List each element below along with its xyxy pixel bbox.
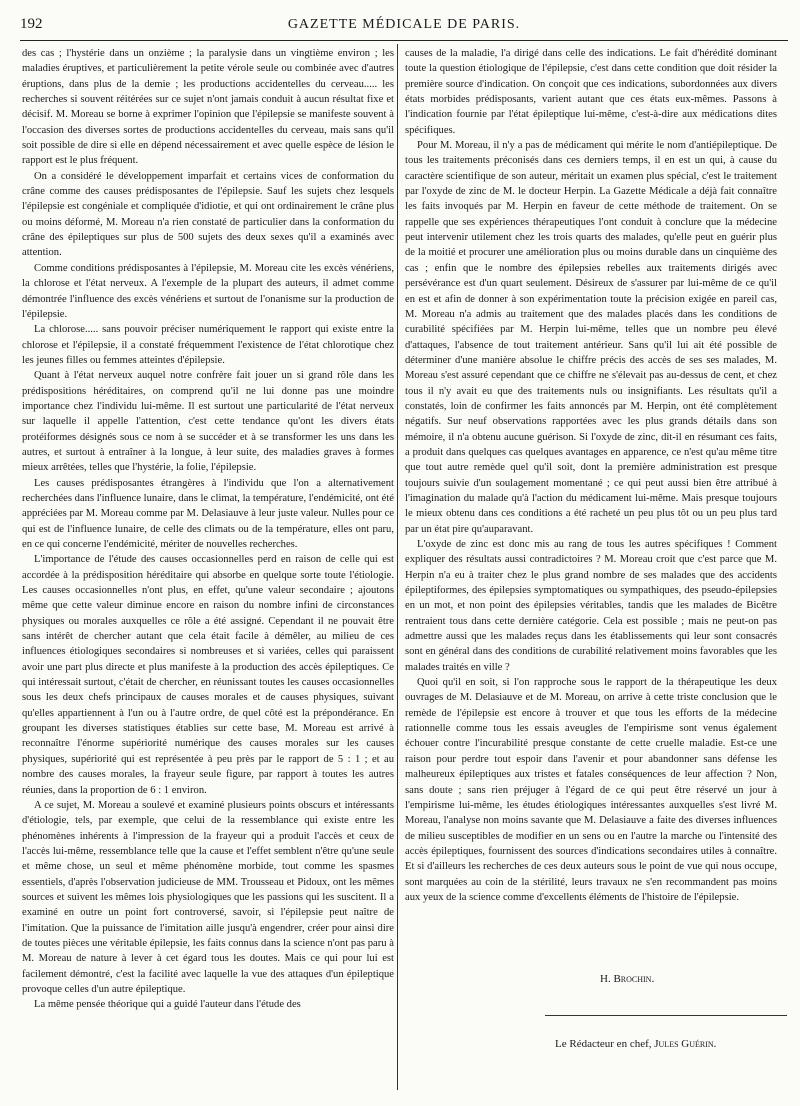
paragraph: L'importance de l'étude des causes occasionnelles perd en raison de celle qui est accordée à la prédisposition héréditaire qui absorbe en quelque sorte toute l'étiologie. Les causes occasionnelles n'ont plus, en effet, qu'une valeur secondaire ; ajoutons même que cette valeur diminue encore en raison du nombre infini de circonstances physiques ou morales auxquelles ce rôle a été assigné. Cependant il ne pouvait être sans intérêt de chercher autant que cela était facile à démêler, au milieu de ces influences étiologiques secondaires si nombreuses et si variées, celles qui paraissent avoir une part plus directe et plus manifeste à la production des accès épileptiques. Ce qui intéressait surtout, c'était de chercher, en réunissant toutes les causes occasionnelles sous les deux chefs principaux de causes morales et de causes physiques, suivant qu'elles appartiennent à l'un ou à l'autre ordre, de quel côté est la prépondérance. En groupant les diverses statistiques établies sur cette base, M. Moreau est arrivé à reconnaître l'énorme supériorité numérique des causes morales sur les causes physiques, supériorité qui est représentée à peu près par le rapport de 5 : 1 ; et au nombre des causes morales, la frayeur seule figure, par rapport à toutes les autres réunies, dans la proportion de 6 : 1 environ.	[22, 554, 394, 796]
editor-name: Jules Guérin.	[654, 1038, 717, 1050]
paragraph: Les causes prédisposantes étrangères à l'individu que l'on a alternativement recherchées dans l'influence lunaire, dans le climat, la température, l'endémicité, ont été appréciées par M. Moreau comme par M. Delasiauve à leur juste valeur. Nulles pour ce qui est de l'influence lunaire, de celle des climats ou de la température, elles ont paru, en ce qui concerne l'endémicité, mériter de nouvelles recherches.	[22, 477, 394, 550]
paragraph: Pour M. Moreau, il n'y a pas de médicament qui mérite le nom d'antiépileptique. De tous les traitements préconisés dans ces derniers temps, il en est un qui, à cause du caractère scientifique de son auteur, méritait un examen plus spécial, c'est le traitement par l'oxyde de zinc de M. le docteur Herpin. La Gazette Médicale a déjà fait connaître les faits invoqués par M. Herpin en faveur de cette méthode de traitement. On se rappelle que ses expériences thérapeutiques l'ont conduit à conclure que la médecine peut intervenir utilement chez les trois quarts des malades, qu'elle peut en guérir plus de la moitié et procurer une amélioration plus ou moins durable dans un cinquième des cas ; enfin que le nombre des épilepsies rebelles aux traitements dirigés avec persévérance est d'un quart seulement. Désireux de s'assurer par lui-même de ce qu'il en est et afin de donner à son expérimentation toute la précision exigée en pareil cas, M. Moreau n'a admis au traitement que des malades placés dans les conditions de curabilité spécifiées par M. Herpin lui-même, telles que un nombre peu élevé d'attaques, l'absence de tout traitement antérieur. Sans qu'il lui ait été possible de déterminer d'une manière absolue le chiffre précis des accès de ses ses malades, M. Moreau s'est assuré cependant que ce chiffre ne s'élevait pas au-dessus de cent, et chez tous il n'y avait eu que des traitements nuls ou insignifiants. Les résultats qu'il a constatés, loin de confirmer les faits annoncés par M. Herpin, ont été complètement négatifs. Sur neuf observations rapportées avec les plus grands détails dans son mémoire, il n'a obtenu aucune guérison. Si l'oxyde de zinc, dit-il en résumant ces faits, a produit dans quelques cas quelques avantages en apparence, ce n'est qu'au même titre que tout autre remède quel qu'il soit, dont la première administration est presque toujours suivie d'un soulagement momentané ; ce qui peut aussi bien être attribué à l'imagination du malade qu'à l'action du médicament lui-même. Mais presque toujours le mieux obtenu dans ces conditions a été racheté un peu plus tôt ou un peu plus tard par un état pire qu'auparavant.	[405, 140, 777, 535]
paragraph: On a considéré le développement imparfait et certains vices de conformation du crâne comme des causes prédisposantes de l'épilepsie. Sauf les sujets chez lesquels l'épilepsie est congéniale et compliquée d'idiotie, et qui ont ordinairement le crâne plus ou moins déformé, M. Moreau n'a rien constaté de particulier dans la conformation du crâne des épileptiques sur plus de 500 sujets des deux sexes qu'il a examinés avec attention.	[22, 170, 394, 259]
paragraph: A ce sujet, M. Moreau a soulevé et examiné plusieurs points obscurs et intéressants d'étiologie, tels, par exemple, que celui de la ressemblance qui existe entre les phénomènes inhérents à l'impression de la frayeur qui a produit l'accès et ceux de l'accès lui-même, ressemblance telle que la cause et l'effet semblent n'être qu'une seule et même chose, un seul et même phénomène morbide, tout comme les spasmes essentiels, d'après l'observation judicieuse de MM. Trousseau et Pidoux, ont les mêmes sources et suivent les mêmes lois physiologiques que les passions qui les suscitent. Il a examiné en outre un point fort controversé, savoir, si l'épilepsie peut naître de l'imitation. Que la puissance de l'imitation aille jusqu'à engendrer, créer pour ainsi dire de toutes pièces une véritable épilepsie, les faits connus dans la science n'ont pas paru à M. Moreau de nature à lever à cet égard tous les doutes. Mais ce qui pour lui est facilement démontré, c'est la facilité avec laquelle la vue des attaques d'un épileptique provoque celles d'un autre épileptique.	[22, 799, 394, 995]
signature-name: Brochin.	[613, 973, 655, 985]
editor-prefix: Le Rédacteur en chef,	[555, 1038, 652, 1050]
paragraph: L'oxyde de zinc est donc mis au rang de tous les autres spécifiques ! Comment expliquer des résultats aussi contradictoires ? M. Moreau croit que c'est parce que M. Herpin n'a eu à traiter chez le plus grand nombre de ses malades que des accidents épileptiformes, des épilepsies symptomatiques ou sympathiques, des pseudo-épilepsies en un mot, et non point des épilepsies véritables, tandis que les malades de Bicêtre rentraient tous dans cette dernière catégorie. Cela est possible ; mais ne peut-on pas admettre aussi que les malades reçus dans les établissements qui leur sont consacrés sont en général dans des conditions de curabilité relativement moins favorables que les malades traités en ville ?	[405, 539, 777, 673]
page-number: 192	[20, 16, 43, 32]
paragraph: La chlorose..... sans pouvoir préciser numériquement le rapport qui existe entre la chlorose et l'épilepsie, il a constaté fréquemment l'existence de l'état chlorotique chez les jeunes filles ou femmes atteintes d'épilepsie.	[22, 324, 394, 366]
separator-rule	[545, 1015, 787, 1016]
left-column	[22, 46, 394, 1092]
paragraph: Quant à l'état nerveux auquel notre confrère fait jouer un si grand rôle dans les prédispositions héréditaires, on comprend qu'il ne lui donne pas une moindre importance chez l'individu lui-même. Il est surtout une particularité de l'état nerveux sur laquelle il appelle l'attention, c'est cette tendance qu'ont les divers états protéiformes désignés sous ce nom à se succéder et à se transformer les uns dans les autres, et surtout à entraîner à la longue, à leur suite, des maladies graves à formes mieux arrêtées, telles que l'hystérie, la folie, l'épilepsie.	[22, 370, 394, 474]
page-header	[20, 14, 788, 41]
paragraph: causes de la maladie, l'a dirigé dans celle des indications. Le fait d'hérédité dominant toute la question étiologique de l'épilepsie, c'est dans cette condition que doit résider la première source d'indication. On conçoit que ces indications, subordonnées aux divers états morbides prédisposants, varient autant que ces états eux-mêmes. Passons à l'indication fournie par l'état épileptique lui-même, c'est-à-dire aux médications dites spécifiques.	[405, 48, 777, 136]
editor-line	[555, 1038, 716, 1050]
paragraph: Comme conditions prédisposantes à l'épilepsie, M. Moreau cite les excès vénériens, la chlorose et l'état nerveux. A l'exemple de la plupart des auteurs, il admet comme démontrée l'influence des excès vénériens et surtout de l'onanisme sur la production de l'épilepsie.	[22, 262, 394, 320]
column-divider	[397, 44, 398, 1090]
paragraph: des cas ; l'hystérie dans un onzième ; la paralysie dans un vingtième environ ; les maladies éruptives, et particulièrement la petite vérole seule ou combinée avec d'autres éruptions, dans plus de la demie ; les productions accidentelles du cerveau..... les recherches si souvent réitérées sur ce sujet n'ont jamais conduit à aucun résultat fixe et décisif. M. Moreau se borne à exprimer l'opinion que l'épilepsie se manifeste souvent à l'occasion des diverses sortes de productions accidentelles du cerveau, mais sans qu'il soit possible de dire si elle en dépend nécessairement et avec quelle espèce de lésion le rapport est le plus fréquent.	[22, 48, 394, 167]
paragraph: La même pensée théorique qui a guidé l'auteur dans l'étude des	[34, 999, 301, 1011]
paragraph: Quoi qu'il en soit, si l'on rapproche sous le rapport de la thérapeutique les deux ouvrages de M. Delasiauve et de M. Moreau, on arrive à cette triste conclusion que le remède de l'épilepsie est encore à trouver et que tous les efforts de la médecine rationnelle comme tous les essais aveugles de l'empirisme sont venus également échouer contre l'incurabilité presque constante de cette cruelle maladie. Est-ce une raison pour perdre tout espoir dans l'avenir et pour abandonner sans défense les malheureux épileptiques aux tristes et fatales conséquences de leur affection ? Non, sans doute ; sans rien préjuger à l'égard de ce qui peut être réservé un jour à l'empirisme lui-même, les études étiologiques intéressantes auxquelles s'est livré M. Moreau, l'analyse non moins savante que M. Delasiauve a faite des diverses influences de milieu susceptibles de modifier en un sens ou en l'autre la marche ou l'intensité des accès épileptiques, fournissent des sources d'indications secondaires utiles à connaître. Et si d'ailleurs les recherches de ces deux auteurs sous le point de vue qui nous occupe, sont marquées au coin de la stérilité, leurs travaux ne s'en recommandent pas moins aux yeux de la science comme d'excellents éléments de l'histoire de l'épilepsie.	[405, 677, 777, 903]
journal-title: GAZETTE MÉDICALE DE PARIS.	[287, 17, 521, 32]
right-column	[405, 46, 777, 1026]
author-signature	[600, 973, 654, 985]
signature-initial: H.	[600, 973, 611, 985]
